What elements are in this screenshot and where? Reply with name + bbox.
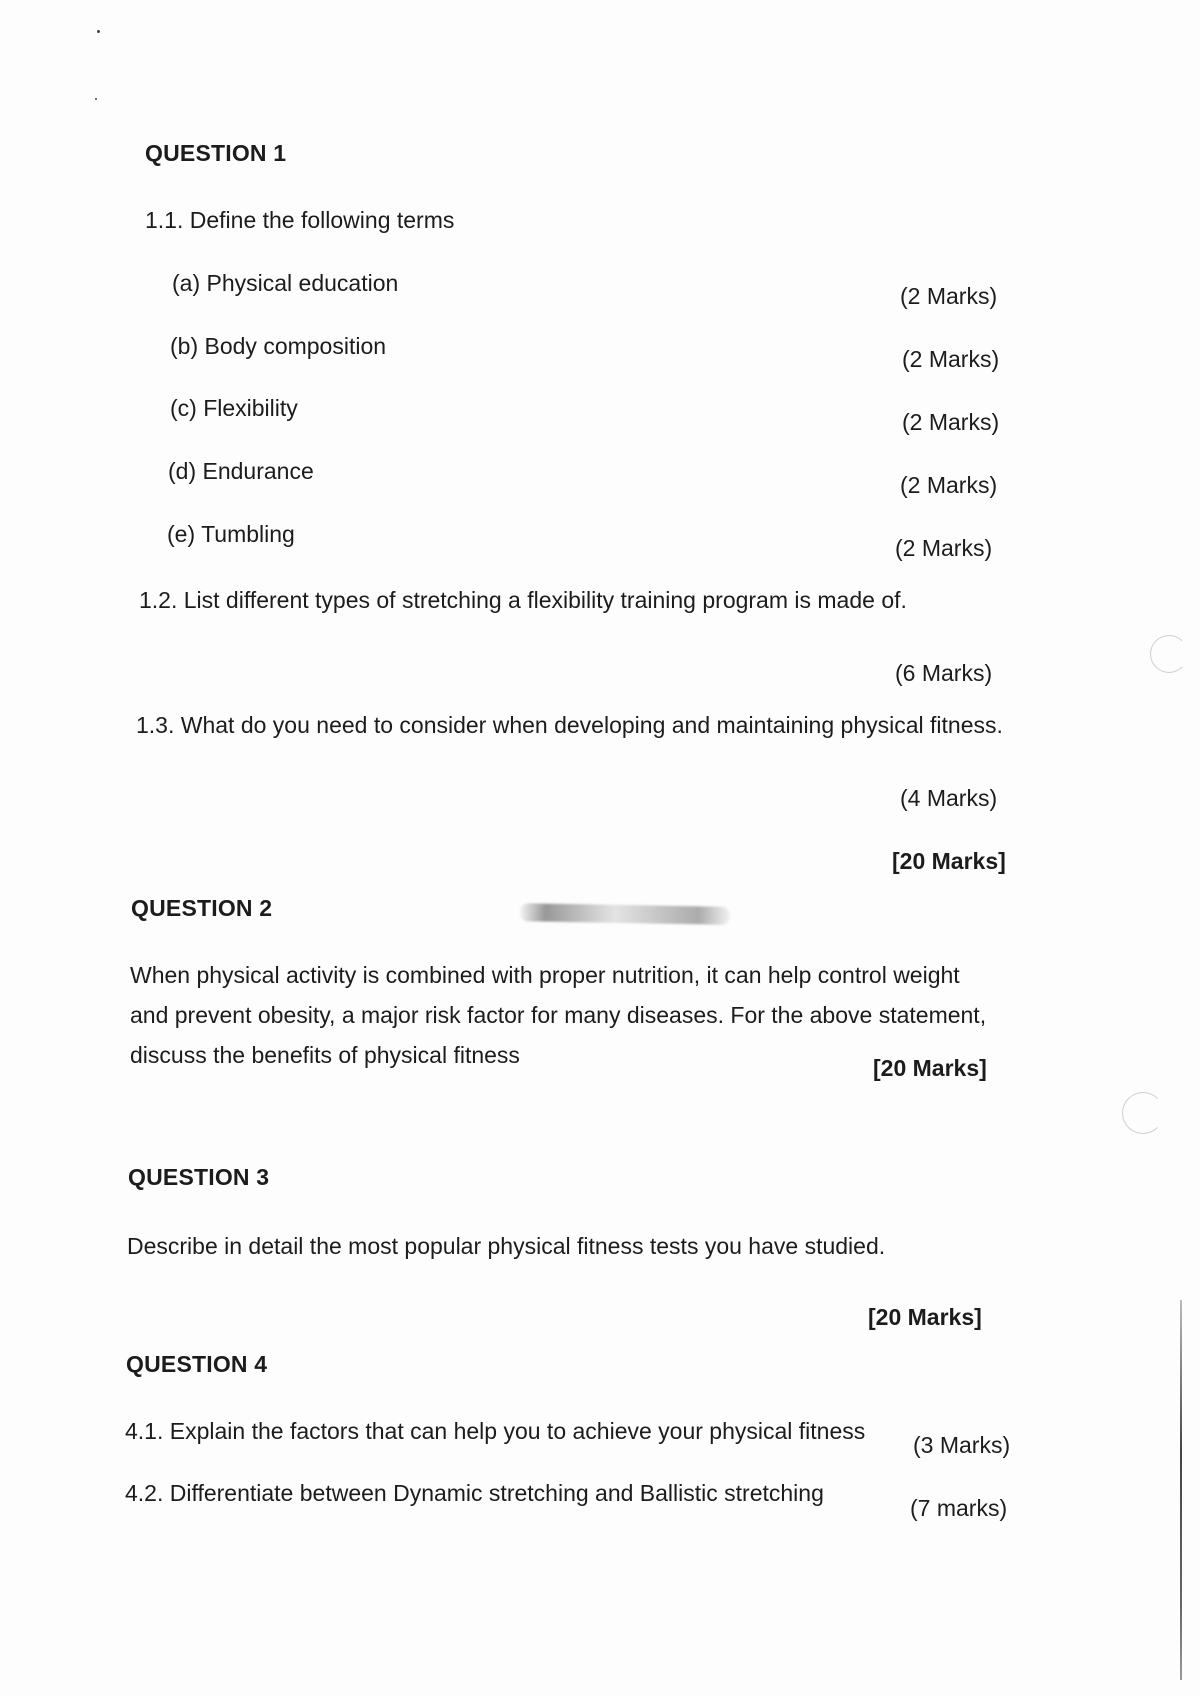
item-c-label: (c) Flexibility	[170, 395, 298, 421]
question-2-total-marks: [20 Marks]	[873, 1055, 987, 1081]
item-d-marks: (2 Marks)	[900, 472, 998, 498]
question-4-1-marks: (3 Marks)	[913, 1432, 1011, 1458]
question-1-2-marks: (6 Marks)	[895, 660, 993, 686]
item-c-marks: (2 Marks)	[902, 409, 1000, 435]
question-1-1-text: 1.1. Define the following terms	[145, 207, 455, 233]
question-1-3-marks: (4 Marks)	[900, 785, 998, 811]
question-3-total-marks: [20 Marks]	[868, 1304, 982, 1330]
question-1-2-text: 1.2. List different types of stretching a flexibility training program is made of.	[139, 587, 907, 613]
question-1-total-marks: [20 Marks]	[892, 848, 1006, 874]
item-e-label: (e) Tumbling	[167, 521, 295, 547]
question-2-line-2: and prevent obesity, a major risk factor for many diseases. For the above statement,	[130, 1002, 987, 1028]
question-1-heading: QUESTION 1	[145, 140, 287, 166]
question-4-2-marks: (7 marks)	[910, 1495, 1008, 1521]
question-4-1-text: 4.1. Explain the factors that can help you to achieve your physical fitness	[125, 1418, 866, 1444]
question-2-heading: QUESTION 2	[131, 895, 273, 921]
scan-dot	[95, 98, 97, 100]
question-1-3-text: 1.3. What do you need to consider when developing and maintaining physical fitness.	[136, 712, 1003, 738]
item-b-label: (b) Body composition	[170, 333, 387, 359]
question-2-line-3: discuss the benefits of physical fitness	[130, 1042, 520, 1068]
question-4-2-text: 4.2. Differentiate between Dynamic stretching and Ballistic stretching	[125, 1480, 824, 1506]
item-e-marks: (2 Marks)	[895, 535, 993, 561]
question-2-line-1: When physical activity is combined with proper nutrition, it can help control weight	[130, 962, 960, 988]
item-d-label: (d) Endurance	[168, 458, 314, 484]
punch-hole-mark	[1150, 635, 1188, 673]
punch-hole-mark	[1122, 1092, 1164, 1134]
scan-dot	[97, 30, 100, 33]
item-a-label: (a) Physical education	[172, 270, 399, 296]
question-3-text: Describe in detail the most popular physical fitness tests you have studied.	[127, 1233, 886, 1259]
item-b-marks: (2 Marks)	[902, 346, 1000, 372]
scan-edge-line	[1180, 1300, 1182, 1680]
item-a-marks: (2 Marks)	[900, 283, 998, 309]
scan-smudge	[520, 903, 730, 925]
question-3-heading: QUESTION 3	[128, 1164, 270, 1190]
question-4-heading: QUESTION 4	[126, 1351, 268, 1377]
